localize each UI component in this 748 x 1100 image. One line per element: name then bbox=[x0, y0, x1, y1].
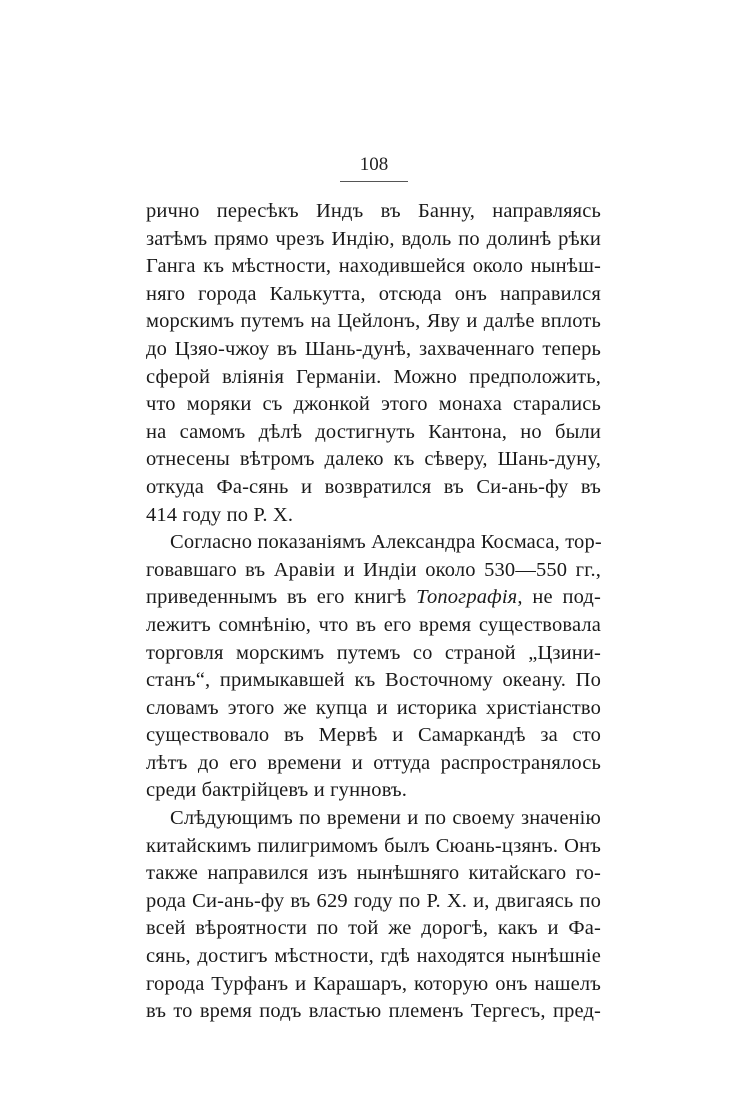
text-line: станъ“, примыкавшей къ Восточному океану. По bbox=[146, 669, 601, 692]
text-line: въ то время подъ властью племенъ Тергесъ, пред- bbox=[146, 1000, 601, 1023]
text-line bbox=[146, 584, 601, 612]
text-line: Слѣдующимъ по времени и по своему значенію bbox=[170, 807, 601, 830]
text-line: всей вѣроятности по той же дорогѣ, какъ и Фа- bbox=[146, 917, 601, 940]
text-line: рода Си-ань-фу въ 629 году по Р. Х. и, двигаясь по bbox=[146, 889, 601, 912]
text-line: затѣмъ прямо чрезъ Индію, вдоль по долинѣ рѣки bbox=[146, 227, 601, 250]
text-line: сянь, достигъ мѣстности, гдѣ находятся нынѣшніе bbox=[146, 945, 601, 968]
text-line: откуда Фа-сянь и возвратился въ Си-ань-фу въ bbox=[146, 475, 601, 498]
text-line: также направился изъ нынѣшняго китайскаго го- bbox=[146, 862, 601, 885]
text-line: на самомъ дѣлѣ достигнуть Кантона, но были bbox=[146, 420, 601, 443]
text-segment: , не под- bbox=[517, 586, 601, 609]
text-line: до Цзяо-чжоу въ Шань-дунѣ, захваченнаго теперь bbox=[146, 337, 601, 360]
text-line: что моряки съ джонкой этого монаха старались bbox=[146, 393, 601, 416]
text-line: морскимъ путемъ на Цейлонъ, Яву и далѣе вплоть bbox=[146, 310, 601, 333]
page-number: 108 bbox=[359, 154, 389, 175]
page-number-rule bbox=[340, 181, 408, 182]
body-text bbox=[146, 198, 601, 1026]
paragraph-3 bbox=[146, 805, 601, 1026]
book-title-italic: Топографія bbox=[416, 586, 518, 609]
paragraph-2 bbox=[146, 529, 601, 805]
text-line: лежитъ сомнѣнію, что въ его время существовала bbox=[146, 613, 601, 636]
text-line: ричнo пересѣкъ Индъ въ Банну, направляясь bbox=[146, 200, 601, 222]
text-line: Согласно показаніямъ Александра Космаса, тор- bbox=[170, 531, 602, 554]
text-line: существовало въ Мервѣ и Самаркандѣ за сто bbox=[146, 724, 601, 747]
text-line: китайскимъ пилигримомъ былъ Сюань-цзянъ. Онъ bbox=[146, 834, 601, 857]
paragraph-1 bbox=[146, 198, 601, 529]
text-line: говавшаго въ Аравіи и Индіи около 530—550 гг., bbox=[146, 558, 601, 581]
text-segment: приведеннымъ въ его книгѣ bbox=[146, 586, 417, 609]
text-line: 414 году по Р. Х. bbox=[146, 503, 294, 526]
text-line: лѣтъ до его времени и оттуда распространялось bbox=[146, 751, 601, 774]
text-line: среди бактрійцевъ и гунновъ. bbox=[146, 779, 408, 802]
text-line: сферой вліянія Германіи. Можно предположить, bbox=[146, 365, 601, 388]
text-line: отнесены вѣтромъ далеко къ сѣверу, Шань-дуну, bbox=[146, 448, 601, 471]
text-line: словамъ этого же купца и историка христіанство bbox=[146, 696, 601, 719]
text-line: Ганга къ мѣстности, находившейся около нынѣш- bbox=[146, 255, 601, 278]
text-line: торговля морскимъ путемъ со страной „Цзини- bbox=[146, 641, 601, 664]
text-line: няго города Калькутта, отсюда онъ направился bbox=[146, 282, 601, 305]
text-line: города Турфанъ и Карашаръ, которую онъ нашелъ bbox=[146, 972, 601, 995]
